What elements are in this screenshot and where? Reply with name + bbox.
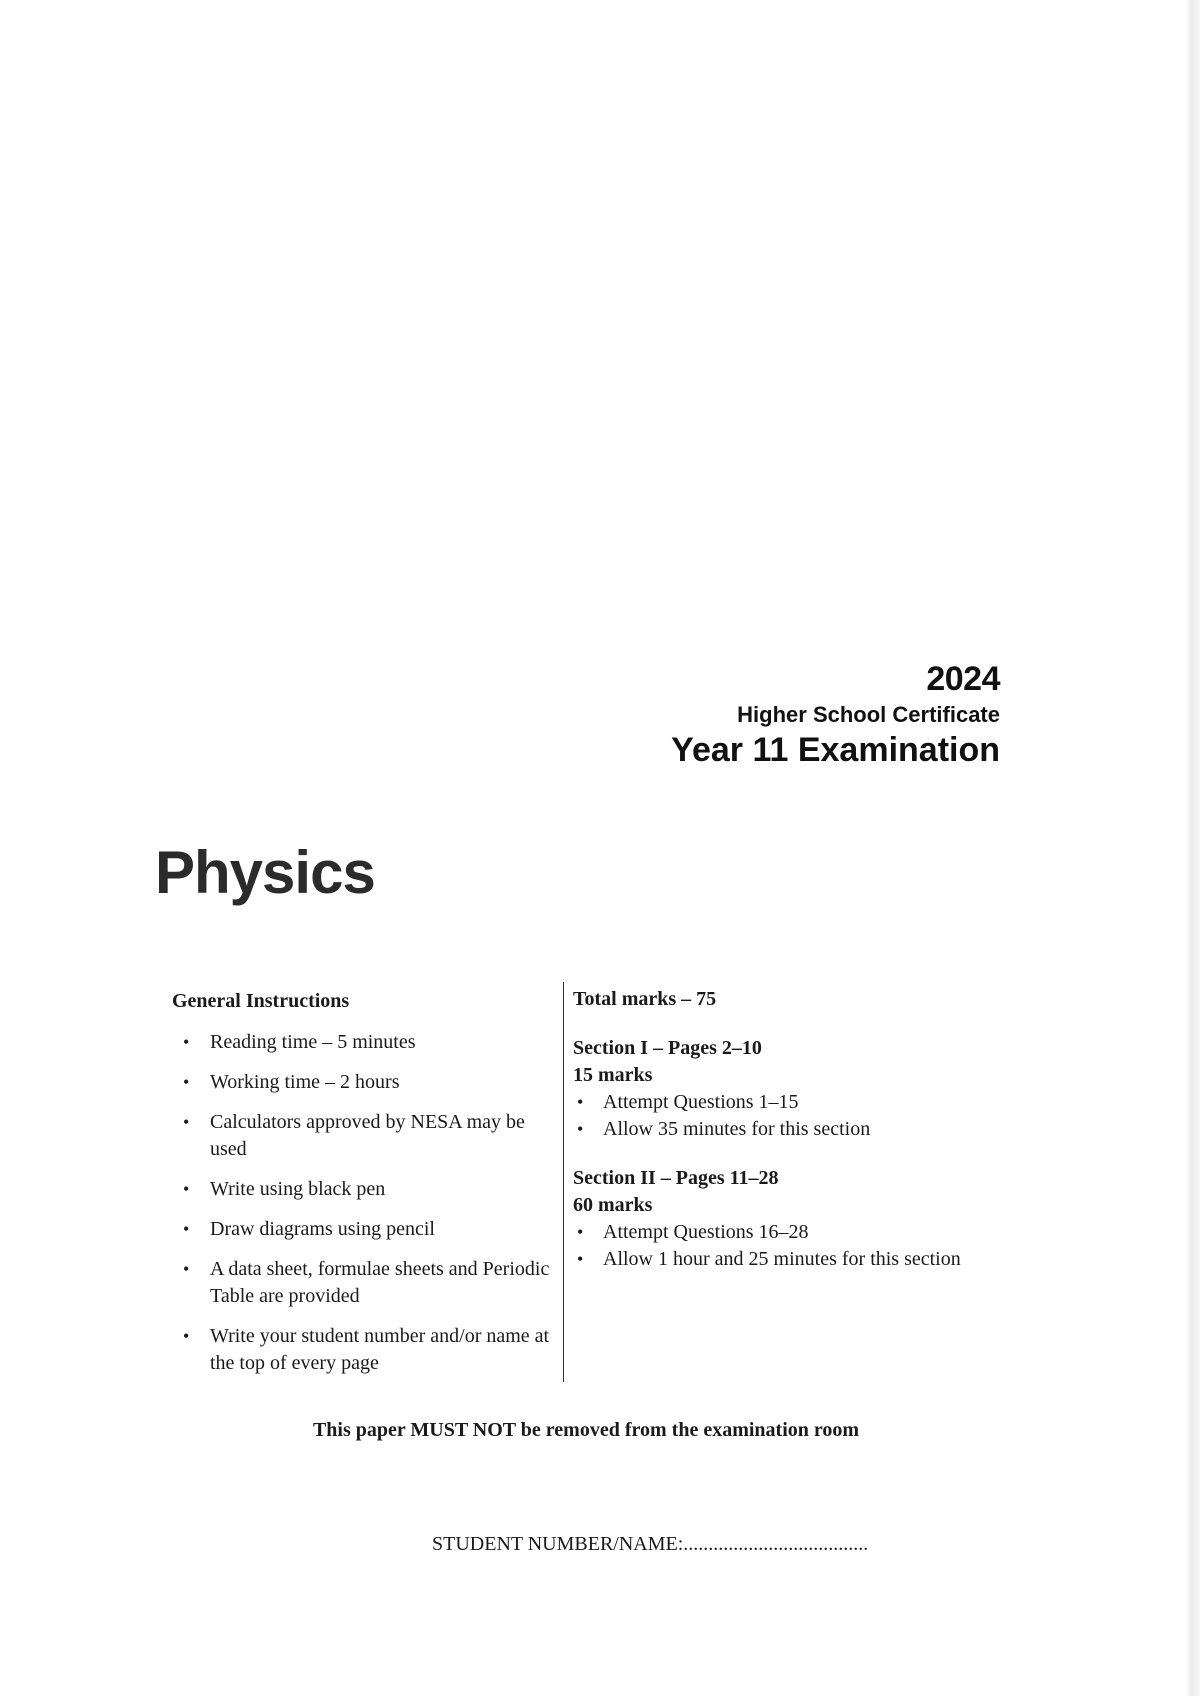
list-item [573, 1246, 1043, 1273]
column-divider [563, 982, 564, 1382]
subject-title: Physics [155, 839, 375, 906]
bullet-icon: • [577, 1222, 584, 1242]
instruction-text: Reading time – 5 minutes [210, 1031, 416, 1053]
bullet-icon: • [577, 1249, 584, 1269]
bullet-icon: • [577, 1092, 584, 1112]
instruction-text: Working time – 2 hours [210, 1071, 400, 1093]
instruction-text: Calculators approved by NESA may be used [210, 1111, 525, 1160]
bullet-icon: • [183, 1259, 190, 1279]
list-item [172, 1216, 552, 1243]
list-item [172, 1323, 552, 1377]
list-item [172, 1029, 552, 1056]
list-item [573, 1116, 1043, 1143]
list-item [172, 1109, 552, 1163]
instruction-text: Draw diagrams using pencil [210, 1218, 435, 1240]
marks-summary [573, 986, 1043, 1273]
section-instruction: Allow 35 minutes for this section [603, 1118, 871, 1140]
section-instruction: Attempt Questions 1–15 [603, 1091, 799, 1113]
bullet-icon: • [183, 1072, 190, 1092]
section-1-list [573, 1089, 1043, 1143]
bullet-icon: • [183, 1032, 190, 1052]
general-instructions [172, 988, 552, 1390]
section-1 [573, 1035, 1043, 1143]
bullet-icon: • [183, 1219, 190, 1239]
bullet-icon: • [577, 1119, 584, 1139]
section-2-list [573, 1219, 1043, 1273]
list-item [573, 1089, 1043, 1116]
student-number-field[interactable]: STUDENT NUMBER/NAME:..................................... [432, 1533, 869, 1555]
removal-notice: This paper MUST NOT be removed from the examination room [312, 1419, 860, 1441]
section-instruction: Allow 1 hour and 25 minutes for this section [603, 1248, 961, 1270]
section-2-title: Section II – Pages 11–28 [573, 1167, 779, 1189]
list-item [573, 1219, 1043, 1246]
list-item [172, 1176, 552, 1203]
list-item [172, 1256, 552, 1310]
bullet-icon: • [183, 1112, 190, 1132]
section-2-marks: 60 marks [573, 1194, 653, 1216]
instruction-text: A data sheet, formulae sheets and Periodic Table are provided [210, 1258, 550, 1307]
bullet-icon: • [183, 1326, 190, 1346]
certificate-title: Higher School Certificate [737, 702, 1000, 727]
section-2 [573, 1165, 1043, 1273]
section-1-title: Section I – Pages 2–10 [573, 1037, 762, 1059]
scan-edge-shadow [1186, 0, 1200, 1696]
instruction-text: Write using black pen [210, 1178, 386, 1200]
exam-year: 2024 [926, 660, 1000, 698]
exam-header [671, 660, 1000, 770]
instructions-list [172, 1029, 552, 1377]
list-item [172, 1069, 552, 1096]
exam-title: Year 11 Examination [671, 731, 1000, 769]
section-1-marks: 15 marks [573, 1064, 653, 1086]
instruction-text: Write your student number and/or name at the top of every page [210, 1325, 550, 1374]
total-marks: Total marks – 75 [573, 988, 717, 1010]
general-instructions-heading: General Instructions [172, 990, 350, 1012]
bullet-icon: • [183, 1179, 190, 1199]
section-instruction: Attempt Questions 16–28 [603, 1221, 809, 1243]
